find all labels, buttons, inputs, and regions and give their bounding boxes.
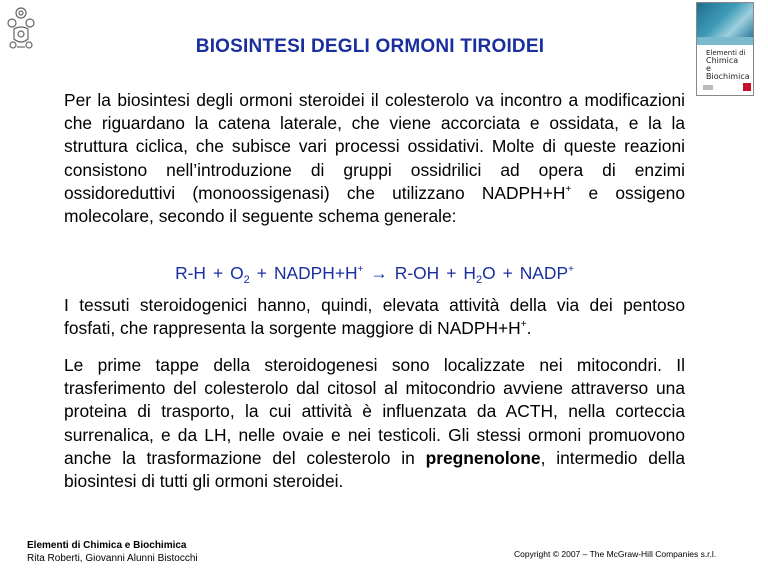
book-cover-text: Elementi di Chimica e Biochimica — [706, 49, 750, 81]
university-seal-icon — [4, 5, 38, 51]
keyword-pregnenolone: pregnenolone — [425, 447, 541, 468]
footer-authors: Rita Roberti, Giovanni Alunni Bistocchi — [27, 553, 198, 564]
book-cover-image — [696, 2, 754, 96]
paragraph-pentose: I tessuti steroidogenici hanno, quindi, elevata attività della via dei pentoso fosfati, che rappresenta la sorgente maggiore di NADPH+H+. — [64, 295, 685, 339]
paragraph-intro: Per la biosintesi degli ormoni steroidei il colesterolo va incontro a modificazioni che riguardano la catena laterale, che viene accorciata e ossidata, e la la struttura ciclica, che subisce vari processi ossidativi. Molte di queste reazioni consistono nell’introduzione di gruppi ossidrilici ad opera di enzimi ossidoreduttivi (monoossigenasi) che utilizzano NADPH+H+ e ossigeno molecolare, secondo il seguente schema generale: — [64, 90, 685, 227]
footer-copyright: Copyright © 2007 – The McGraw-Hill Companies s.r.l. — [514, 549, 717, 559]
reaction-equation: $R-H + O_2$ + NADPH+H+ → $R-OH + H_2O$ + NADP+ — [175, 263, 574, 286]
arrow-icon: → — [370, 263, 388, 283]
publisher-logo-icon — [743, 83, 751, 91]
footer-book-title: Elementi di Chimica e Biochimica — [27, 540, 187, 551]
page-title: BIOSINTESI DEGLI ORMONI TIROIDEI — [195, 36, 545, 57]
paragraph-mitochondria: Le prime tappe della steroidogenesi sono localizzate nei mitocondri. Il trasferimento del colesterolo dal citosol al mitocondrio avviene attraverso una proteina di trasporto, la cui attività è influenzata da ACTH, nella corteccia surrenalica, e da LH, nelle ovaie e nei testicoli. Gli stessi ormoni promuovono anche la trasformazione del colesterolo in pregnenolone, intermedio della biosintesi di tutti gli ormoni steroidei. — [64, 355, 685, 492]
